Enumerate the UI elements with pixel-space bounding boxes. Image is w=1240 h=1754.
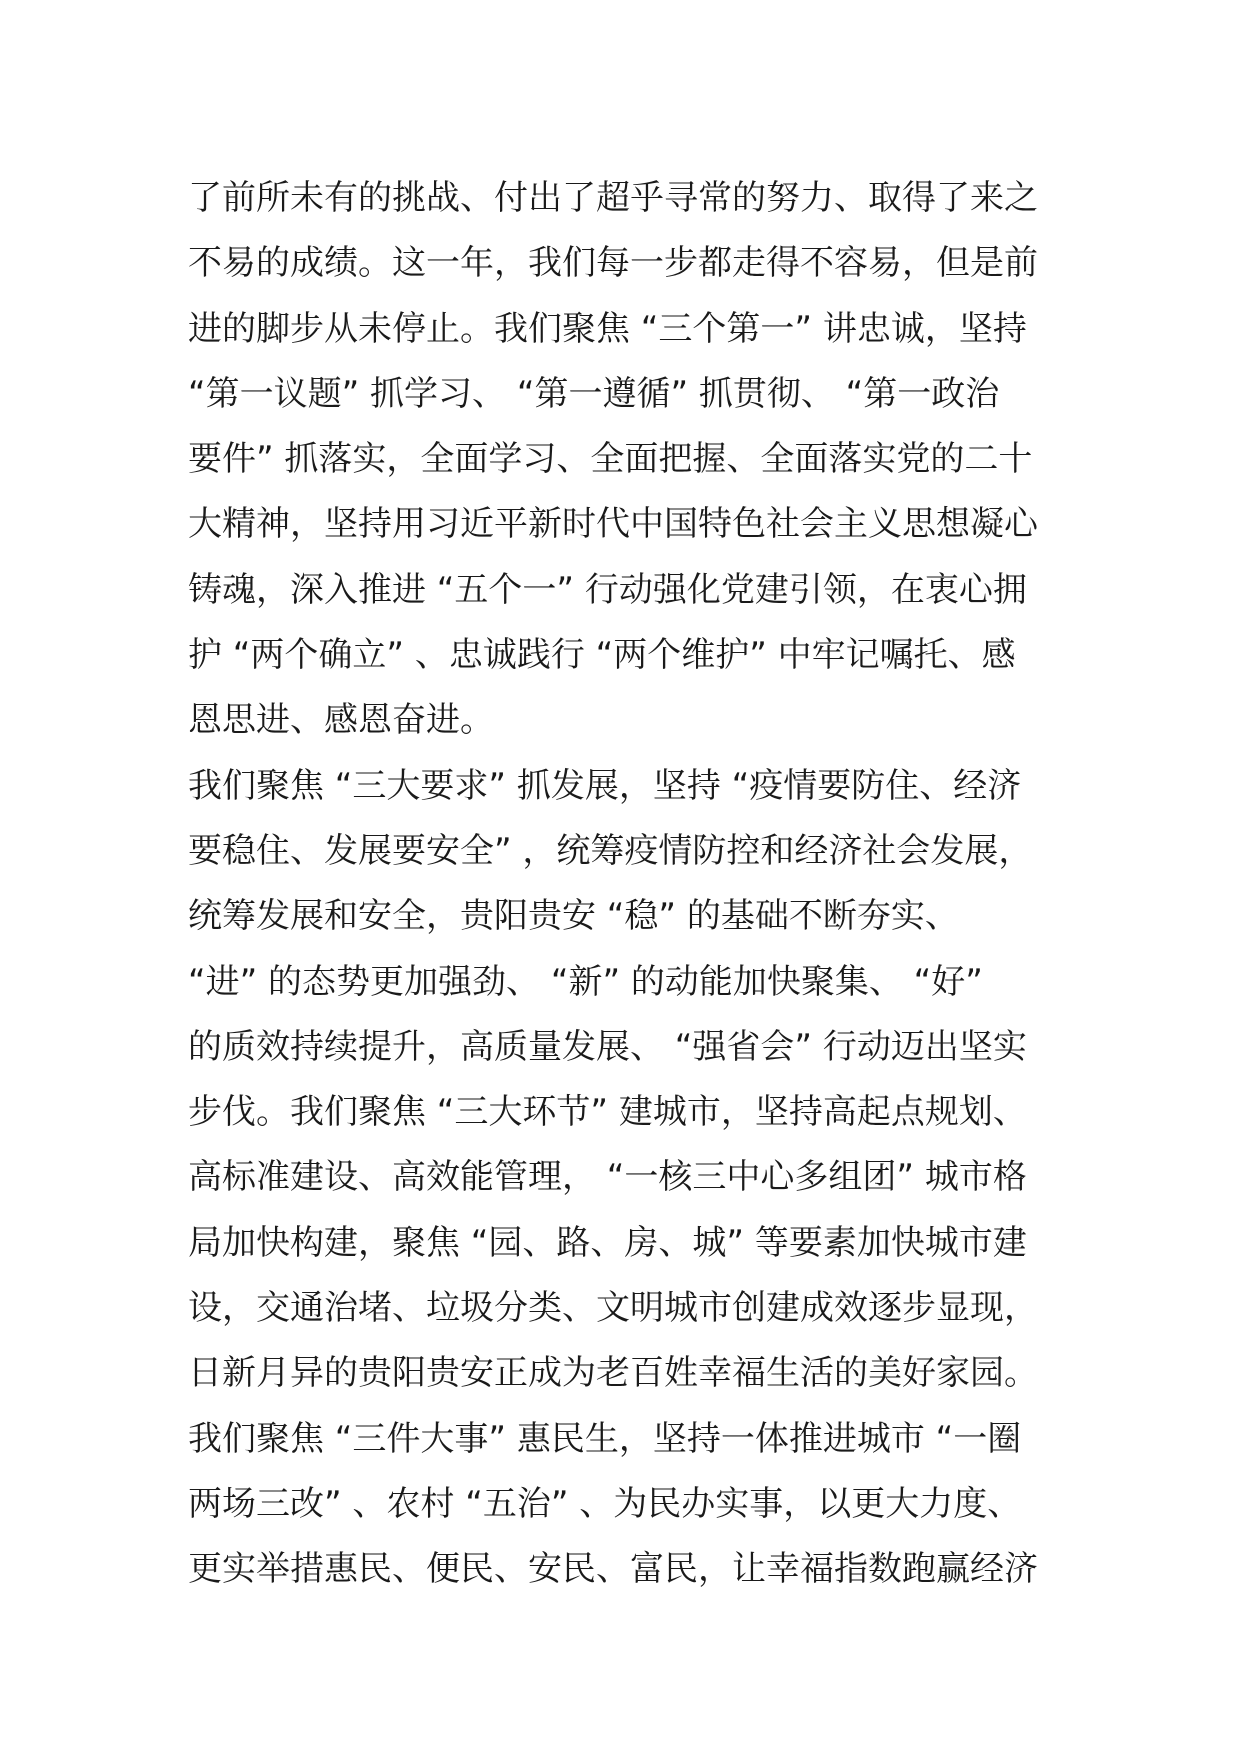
text-line: “第一议题” 抓学习、 “第一遵循” 抓贯彻、 “第一政治 [188, 373, 1000, 414]
text-line: 我们聚焦 “三大要求” 抓发展，坚持 “疫情要防住、经济 [188, 765, 1022, 806]
text-line: 两场三改” 、农村 “五治” 、为民办实事，以更大力度、 [188, 1483, 1022, 1524]
text-line: 的质效持续提升，高质量发展、 “强省会” 行动迈出坚实 [188, 1026, 1027, 1067]
text-line: 大精神，坚持用习近平新时代中国特色社会主义思想凝心 [188, 504, 1038, 545]
text-line: 恩思进、感恩奋进。 [188, 700, 494, 741]
text-line: 铸魂，深入推进 “五个一” 行动强化党建引领，在衷心拥 [188, 569, 1027, 610]
text-line: 要件” 抓落实，全面学习、全面把握、全面落实党的二十 [188, 439, 1033, 480]
body-text [188, 166, 1058, 1603]
text-line: 要稳住、发展要安全” ，统筹疫情防控和经济社会发展， [188, 830, 1033, 871]
text-line: 不易的成绩。这一年，我们每一步都走得不容易，但是前 [188, 243, 1038, 284]
text-line: 高标准建设、高效能管理， “一核三中心多组团” 城市格 [188, 1157, 1027, 1198]
text-line: 了前所未有的挑战、付出了超乎寻常的努力、取得了来之 [188, 178, 1038, 218]
text-line: 步伐。我们聚焦 “三大环节” 建城市，坚持高起点规划、 [188, 1092, 1027, 1133]
text-line: 统筹发展和安全，贵阳贵安 “稳” 的基础不断夯实、 [188, 896, 959, 937]
text-line: “进” 的态势更加强劲、 “新” 的动能加快聚集、 “好” [188, 961, 983, 1002]
text-line: 护 “两个确立” 、忠诚践行 “两个维护” 中牢记嘱托、感 [188, 635, 1016, 676]
text-line: 局加快构建，聚焦 “园、路、房、城” 等要素加快城市建 [188, 1222, 1027, 1263]
text-line: 设，交通治堵、垃圾分类、文明城市创建成效逐步显现， [188, 1288, 1038, 1329]
text-line: 日新月异的贵阳贵安正成为老百姓幸福生活的美好家园。 [188, 1353, 1038, 1394]
text-line: 进的脚步从未停止。我们聚焦 “三个第一” 讲忠诚，坚持 [188, 308, 1027, 349]
text-line: 更实举措惠民、便民、安民、富民，让幸福指数跑赢经济 [188, 1549, 1038, 1590]
text-line: 我们聚焦 “三件大事” 惠民生，坚持一体推进城市 “一圈 [188, 1418, 1022, 1459]
